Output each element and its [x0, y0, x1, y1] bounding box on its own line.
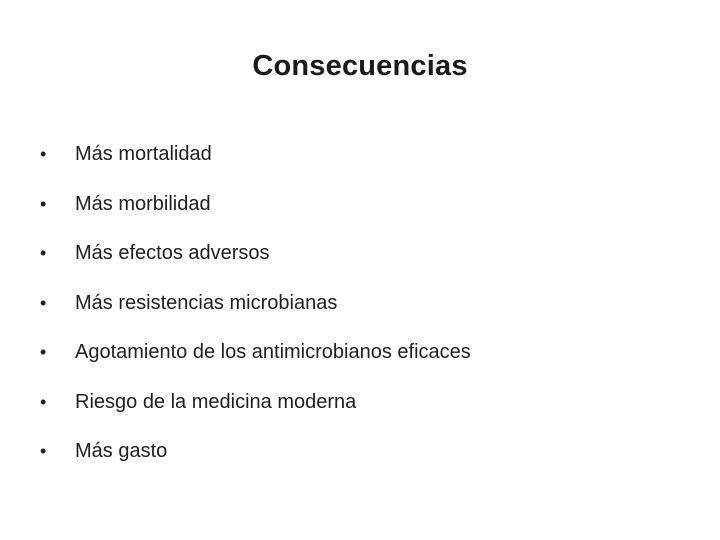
bullet-icon: •	[40, 144, 47, 164]
bullet-item	[40, 242, 471, 292]
slide-title: Consecuencias	[252, 50, 468, 82]
bullet-item	[40, 193, 471, 243]
bullet-item	[40, 341, 471, 391]
bullet-item	[40, 440, 471, 490]
bullet-text: Más gasto	[75, 440, 168, 462]
bullet-item	[40, 292, 471, 342]
bullet-text: Más morbilidad	[75, 192, 211, 215]
bullet-text: Más efectos adversos	[75, 242, 270, 264]
bullet-icon: •	[40, 391, 47, 412]
bullet-text: Agotamiento de los antimicrobianos eficaces	[75, 341, 471, 363]
bullet-icon: •	[40, 441, 47, 461]
bullet-item	[40, 143, 471, 193]
bullet-icon: •	[40, 292, 47, 313]
bullet-icon: •	[40, 342, 47, 362]
bullet-icon: •	[40, 243, 47, 263]
bullet-text: Más resistencias microbianas	[75, 291, 338, 314]
bullet-text: Más mortalidad	[75, 143, 212, 165]
bullet-text: Riesgo de la medicina moderna	[75, 390, 357, 413]
bullet-icon: •	[40, 193, 47, 214]
bullet-item	[40, 391, 471, 441]
bullet-list	[40, 143, 471, 490]
